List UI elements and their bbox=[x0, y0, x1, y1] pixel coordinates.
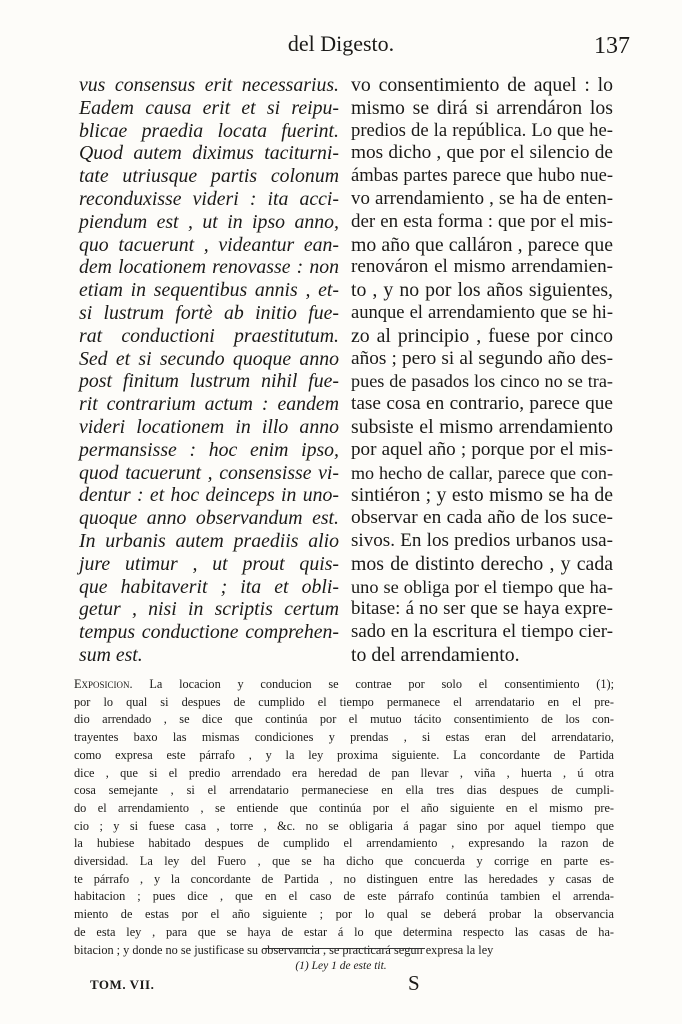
commentary-line: bitacion ; y donde no se justificase su observancia , se practicará segun expresa la ley bbox=[74, 942, 494, 957]
commentary-line: de esta ley , para que se haya de estar á lo que determina respecto las casas de ha- bbox=[74, 924, 614, 939]
spanish-line: sivos. En los predios urbanos usa- bbox=[351, 529, 613, 551]
spanish-line: sado en la escritura el tiempo cier- bbox=[351, 621, 613, 643]
commentary-lead: Exposicion. bbox=[74, 677, 133, 691]
commentary-line: trayentes baxo las mismas condiciones y prendas , si estas eran del arrendatario, bbox=[74, 730, 614, 745]
latin-line: Quod autem diximus taciturni- bbox=[79, 142, 339, 165]
spanish-line: vo arrendamiento , se ha de enten- bbox=[351, 187, 613, 209]
commentary-line: dio arrendado , se dice que continúa por el mutuo tácito consentimiento de los con- bbox=[74, 712, 614, 727]
spanish-line: to , y no por los años siguientes, bbox=[351, 279, 613, 302]
spanish-text-column bbox=[351, 74, 613, 667]
latin-line: etiam in sequentibus annis , et- bbox=[79, 279, 339, 302]
spanish-line: mos de distinto derecho , y cada bbox=[351, 552, 613, 575]
spanish-line: mo hecho de callar, parece que con- bbox=[351, 462, 613, 483]
latin-line: que habitaverit ; ita et obli- bbox=[79, 575, 339, 598]
latin-line: Eadem causa erit et si reipu- bbox=[79, 96, 339, 119]
spanish-line: bitase: á no ser que se haya expre- bbox=[351, 598, 613, 620]
commentary-line: cio ; y si fuese casa , torre , &c. no se obligaria á pagar sino por aquel tiempo que bbox=[74, 818, 614, 833]
spanish-line: renováron el mismo arrendamien- bbox=[351, 256, 613, 278]
latin-line: In urbanis autem praediis alio bbox=[79, 529, 339, 552]
latin-line: si lustrum fortè ab initio fue- bbox=[79, 301, 339, 324]
latin-line: Sed et si secundo quoque anno bbox=[79, 347, 339, 370]
spanish-line: predios de la república. Lo que he- bbox=[351, 119, 613, 141]
commentary-line: habitacion ; pues dice , que en el caso de este párrafo continúa tambien el arrenda- bbox=[74, 889, 614, 904]
spanish-line: aunque el arrendamiento que se hi- bbox=[351, 301, 613, 323]
spanish-line: pues de pasados los cinco no se tra- bbox=[351, 371, 613, 392]
spanish-line: ámbas partes parece que hubo nue- bbox=[351, 165, 613, 187]
latin-line: dentur : et hoc deinceps in uno- bbox=[79, 484, 339, 507]
spanish-line: der en esta forma : que por el mis- bbox=[351, 210, 613, 232]
latin-line: blicae praedia locata fuerint. bbox=[79, 119, 339, 142]
latin-line: rit contrarium actum : eandem bbox=[79, 393, 339, 416]
footnote: (1) Ley 1 de este tit. bbox=[295, 960, 387, 972]
spanish-line: to del arrendamiento. bbox=[351, 643, 520, 666]
spanish-line: sintiéron ; y esto mismo se ha de bbox=[351, 484, 613, 507]
latin-line: permansisse : hoc enim ipso, bbox=[79, 438, 339, 461]
commentary-line: la hubiese habitado despues de cumplido el arrendamiento , expresando la razon de bbox=[74, 836, 614, 851]
commentary-block bbox=[74, 676, 614, 959]
latin-text-column bbox=[79, 74, 339, 667]
commentary-first-line: La locacion y conducion se contrae por solo el consentimiento (1); bbox=[132, 677, 614, 691]
spanish-line: subsiste el mismo arrendamiento bbox=[351, 415, 613, 438]
commentary-line: dice , que si el predio arrendado era heredad de pan llevar , viña , huerta , ú otra bbox=[74, 765, 614, 780]
latin-line: dem locationem renovasse : non bbox=[79, 256, 339, 279]
latin-line: quo tacuerunt , videantur ean- bbox=[79, 233, 339, 256]
latin-line: quod tacuerunt , consensisse vi- bbox=[79, 461, 339, 484]
latin-line: quoque anno observandum est. bbox=[79, 507, 339, 530]
spanish-line: uno se obliga por el tiempo que ha- bbox=[351, 576, 613, 597]
volume-label: TOM. VII. bbox=[90, 977, 155, 992]
spanish-line: mismo se dirá si arrendáron los bbox=[351, 96, 613, 119]
latin-line: piendum est , ut in ipso anno, bbox=[79, 210, 339, 233]
commentary-line bbox=[74, 676, 614, 694]
commentary-line: diversidad. La ley del Fuero , que se ha dicho que concuerda y corrige en parte es- bbox=[74, 854, 614, 869]
spanish-line: por aquel año ; porque por el mis- bbox=[351, 438, 613, 460]
spanish-line: vo consentimiento de aquel : lo bbox=[351, 74, 613, 96]
commentary-line: por lo qual si despues de cumplido el tiempo permanece el arrendatario en el pre- bbox=[74, 694, 614, 709]
latin-line: tempus conductione comprehen- bbox=[79, 621, 339, 644]
running-head: del Digesto. bbox=[287, 31, 395, 56]
commentary-line: te párrafo , y la concordante de Partida , no distinguen entre las heredades y casas de bbox=[74, 871, 614, 886]
commentary-line: cosa semejante , si el arrendatario permaneciese en ella tres dias despues de cumpli- bbox=[74, 783, 614, 798]
latin-line: sum est. bbox=[79, 643, 143, 666]
spanish-line: mo año que calláron , parece que bbox=[351, 233, 613, 256]
latin-line: reconduxisse videri : ita acci- bbox=[79, 187, 339, 210]
latin-line: videri locationem in illo anno bbox=[79, 415, 339, 438]
spanish-line: zo al principio , fuese por cinco bbox=[351, 324, 613, 347]
commentary-line: miento de estas por el año siguiente ; por lo qual se deberá probar la observancia bbox=[74, 907, 614, 922]
spanish-line: mos dicho , que por el silencio de bbox=[351, 142, 613, 164]
spanish-line: observar en cada año de los suce- bbox=[351, 507, 613, 529]
latin-line: rat conductioni praestitutum. bbox=[79, 324, 339, 347]
spanish-line: tase cosa en contrario, parece que bbox=[351, 393, 613, 415]
latin-line: jure utimur , ut prout quis- bbox=[79, 552, 339, 575]
signature-mark: S bbox=[408, 971, 420, 995]
latin-line: tate utriusque partis colonum bbox=[79, 165, 339, 188]
page-number: 137 bbox=[594, 33, 630, 59]
commentary-line: do el arrendamiento , se entiende que continúa por el año siguiente en el mismo pre- bbox=[74, 800, 614, 815]
spanish-line: años ; pero si al segundo año des- bbox=[351, 347, 613, 369]
latin-line: vus consensus erit necessarius. bbox=[79, 74, 339, 96]
commentary-line: como expresa este párrafo , y la ley proxima siguiente. La concordante de Partida bbox=[74, 747, 614, 762]
footnote-rule bbox=[263, 948, 425, 949]
latin-line: post finitum lustrum nihil fue- bbox=[79, 370, 339, 393]
latin-line: getur , nisi in scriptis certum bbox=[79, 598, 339, 621]
